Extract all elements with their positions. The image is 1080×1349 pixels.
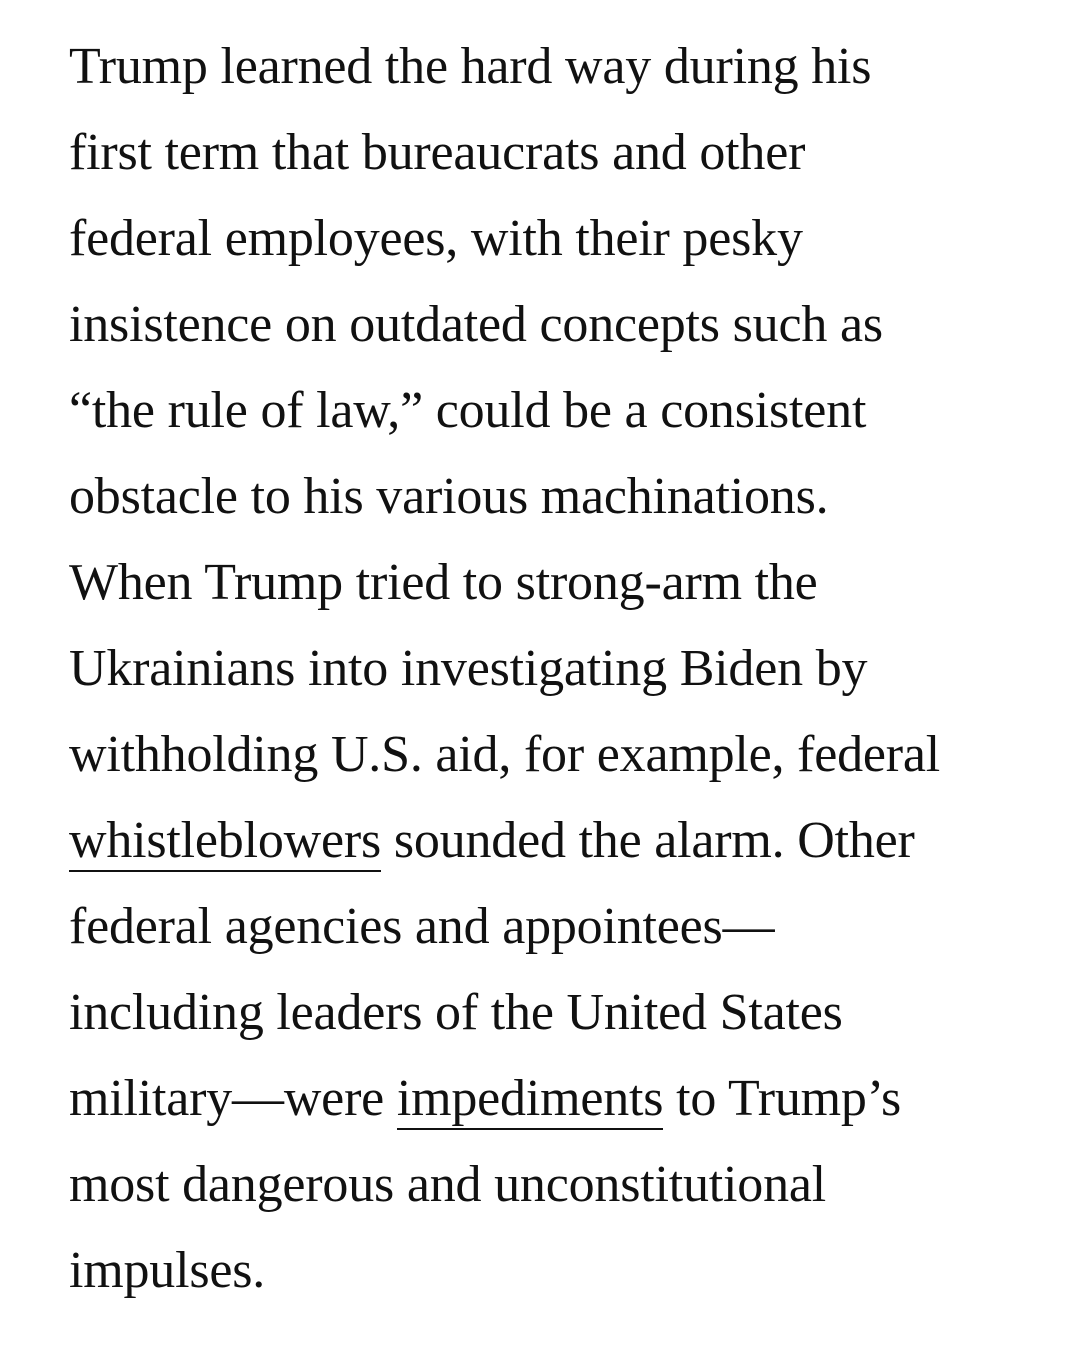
paragraph-line: federal employees, with their pesky bbox=[69, 210, 803, 267]
paragraph-line: insistence on outdated concepts such as bbox=[69, 296, 883, 353]
impediments-link[interactable]: impediments bbox=[397, 1070, 663, 1130]
paragraph-line: Ukrainians into investigating Biden by bbox=[69, 640, 868, 697]
paragraph-line: withholding U.S. aid, for example, federal bbox=[69, 726, 941, 783]
article-paragraph bbox=[69, 24, 1059, 1314]
paragraph-line: federal agencies and appointees— bbox=[69, 898, 775, 955]
whistleblowers-link[interactable]: whistleblowers bbox=[69, 812, 381, 872]
paragraph-line: most dangerous and unconstitutional bbox=[69, 1156, 827, 1213]
paragraph-line: impulses. bbox=[69, 1242, 266, 1299]
paragraph-line bbox=[69, 798, 1059, 884]
paragraph-line: including leaders of the United States bbox=[69, 984, 843, 1041]
line-text: to Trump’s bbox=[663, 1070, 902, 1127]
paragraph-line: obstacle to his various machinations. bbox=[69, 468, 829, 525]
article-body bbox=[69, 24, 1059, 1314]
paragraph-line: When Trump tried to strong-arm the bbox=[69, 554, 818, 611]
line-text: sounded the alarm. Other bbox=[381, 812, 915, 869]
paragraph-line: “the rule of law,” could be a consistent bbox=[69, 382, 867, 439]
paragraph-line: first term that bureaucrats and other bbox=[69, 124, 806, 181]
line-text: military—were bbox=[69, 1070, 397, 1127]
paragraph-line bbox=[69, 1056, 1059, 1142]
paragraph-line: Trump learned the hard way during his bbox=[69, 38, 872, 95]
